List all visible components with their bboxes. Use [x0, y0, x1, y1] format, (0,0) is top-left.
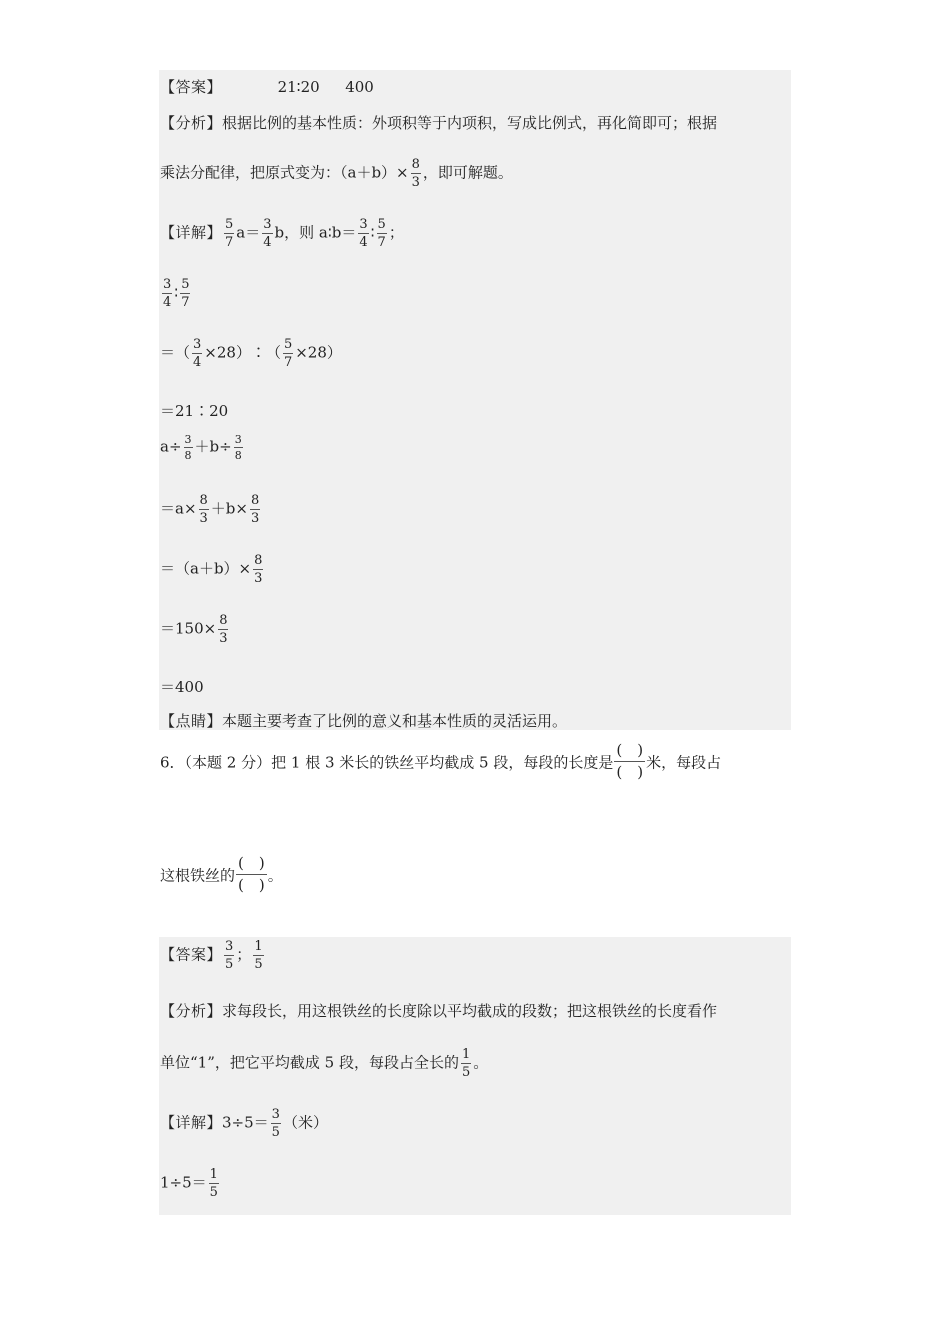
- math-text: ；: [236, 945, 252, 964]
- step-line-2: [160, 338, 342, 369]
- question-6-line-1: [160, 742, 721, 782]
- math-text: b，则 a∶b＝: [274, 223, 357, 242]
- question-text: 米，每段占: [646, 753, 722, 772]
- question-text: 6．（本题 2 分）把 1 根 3 米长的铁丝平均截成 5 段，每段的长度是: [160, 753, 614, 772]
- answer-value-sum: 400: [345, 78, 374, 96]
- answer-tag: 【答案】: [160, 78, 223, 96]
- analysis-text: 求每段长，用这根铁丝的长度除以平均截成的段数；把这根铁丝的长度看作: [222, 1002, 718, 1020]
- fraction: $\frac{1}{5}$: [461, 1047, 471, 1080]
- step-line-6-1: [160, 1168, 221, 1199]
- step-line-7: [160, 614, 230, 645]
- math-text: ＋b×: [210, 499, 248, 518]
- fraction: $\frac{3}{8}$: [184, 433, 192, 462]
- math-text: ＝（a＋b）×: [160, 559, 252, 578]
- analysis-line-6-1: [160, 1000, 717, 1021]
- question-6-line-2: [160, 855, 283, 895]
- fraction: $\frac{3}{4}$: [193, 337, 202, 370]
- step-line-6: [160, 554, 265, 585]
- fraction: $\frac{8}{3}$: [250, 493, 260, 526]
- step-line-3: [160, 400, 228, 421]
- math-text: 1÷5＝: [160, 1173, 207, 1192]
- detail-line-6: [160, 1108, 328, 1139]
- question-text: 这根铁丝的: [160, 866, 236, 885]
- analysis-tag: 【分析】: [160, 114, 223, 132]
- detail-line: [160, 218, 404, 249]
- question-text: 。: [267, 866, 283, 885]
- fraction: $\frac{1}{5}$: [254, 939, 263, 972]
- analysis-line-6-2: [160, 1048, 488, 1079]
- step-line-5: [160, 494, 262, 525]
- fraction-blank: ( ) ( ): [238, 854, 265, 895]
- detail-tag: 【详解】: [160, 1113, 223, 1132]
- analysis-tag: 【分析】: [160, 1002, 223, 1020]
- fraction: $\frac{5}{7}$: [377, 217, 386, 250]
- math-text: a＝: [236, 223, 261, 242]
- fraction: $\frac{5}{7}$: [181, 277, 190, 310]
- fraction: $\frac{8}{3}$: [219, 613, 228, 646]
- analysis-line-1: [160, 112, 717, 133]
- analysis-text-post: 。: [473, 1053, 489, 1072]
- math-text: ∶: [174, 283, 179, 302]
- math-text: ＝a×: [160, 499, 197, 518]
- analysis-text: 根据比例的基本性质：外项积等于内项积，写成比例式，再化简即可；根据: [222, 114, 718, 132]
- analysis-line-2: [160, 158, 513, 189]
- answer-line-5: [160, 76, 374, 97]
- math-text: ；: [388, 223, 404, 242]
- math-text: ∶: [370, 223, 375, 242]
- fraction: $\frac{3}{4}$: [359, 217, 368, 250]
- step-line-4: [160, 434, 245, 461]
- answer-line-6: [160, 940, 266, 971]
- math-text: ＝（: [160, 343, 191, 362]
- comment-text: 本题主要考查了比例的意义和基本性质的灵活运用。: [222, 712, 568, 730]
- analysis-text-post: ，即可解题。: [422, 163, 513, 182]
- fraction: $\frac{3}{8}$: [234, 433, 242, 462]
- step-line-8: [160, 676, 204, 697]
- math-text: a÷: [160, 437, 182, 456]
- math-text: ＋b÷: [194, 437, 232, 456]
- comment-line: [160, 710, 567, 731]
- fraction-blank: ( ) ( ): [616, 741, 644, 782]
- math-text: ＝21∶20: [160, 402, 229, 420]
- answer-tag: 【答案】: [160, 945, 223, 964]
- math-text: ＝400: [160, 678, 204, 696]
- math-text: ×28）: [295, 343, 342, 362]
- detail-tag: 【详解】: [160, 223, 223, 242]
- fraction: $\frac{5}{7}$: [225, 217, 234, 250]
- fraction: $\frac{3}{5}$: [225, 939, 234, 972]
- fraction: $\frac{3}{4}$: [263, 217, 272, 250]
- math-text: ＝150×: [160, 619, 217, 638]
- analysis-text-pre: 单位“1”，把它平均截成 5 段，每段占全长的: [160, 1053, 459, 1072]
- fraction: $\frac{1}{5}$: [209, 1167, 218, 1200]
- analysis-text-pre: 乘法分配律，把原式变为：（a＋b）×: [160, 163, 409, 182]
- math-text: ×28）∶（: [204, 343, 281, 362]
- math-text: 3÷5＝: [222, 1113, 269, 1132]
- fraction: $\frac{3}{4}$: [163, 277, 172, 310]
- fraction: $\frac{5}{7}$: [283, 337, 293, 370]
- comment-tag: 【点睛】: [160, 712, 223, 730]
- fraction: $\frac{3}{5}$: [271, 1107, 280, 1140]
- fraction: $\frac{8}{3}$: [199, 493, 208, 526]
- fraction: $\frac{8}{3}$: [254, 553, 263, 586]
- math-text: （米）: [282, 1113, 328, 1132]
- step-line-1: [160, 278, 192, 309]
- fraction: $\frac{8}{3}$: [411, 157, 420, 190]
- answer-value-ratio: 21∶20: [277, 78, 320, 96]
